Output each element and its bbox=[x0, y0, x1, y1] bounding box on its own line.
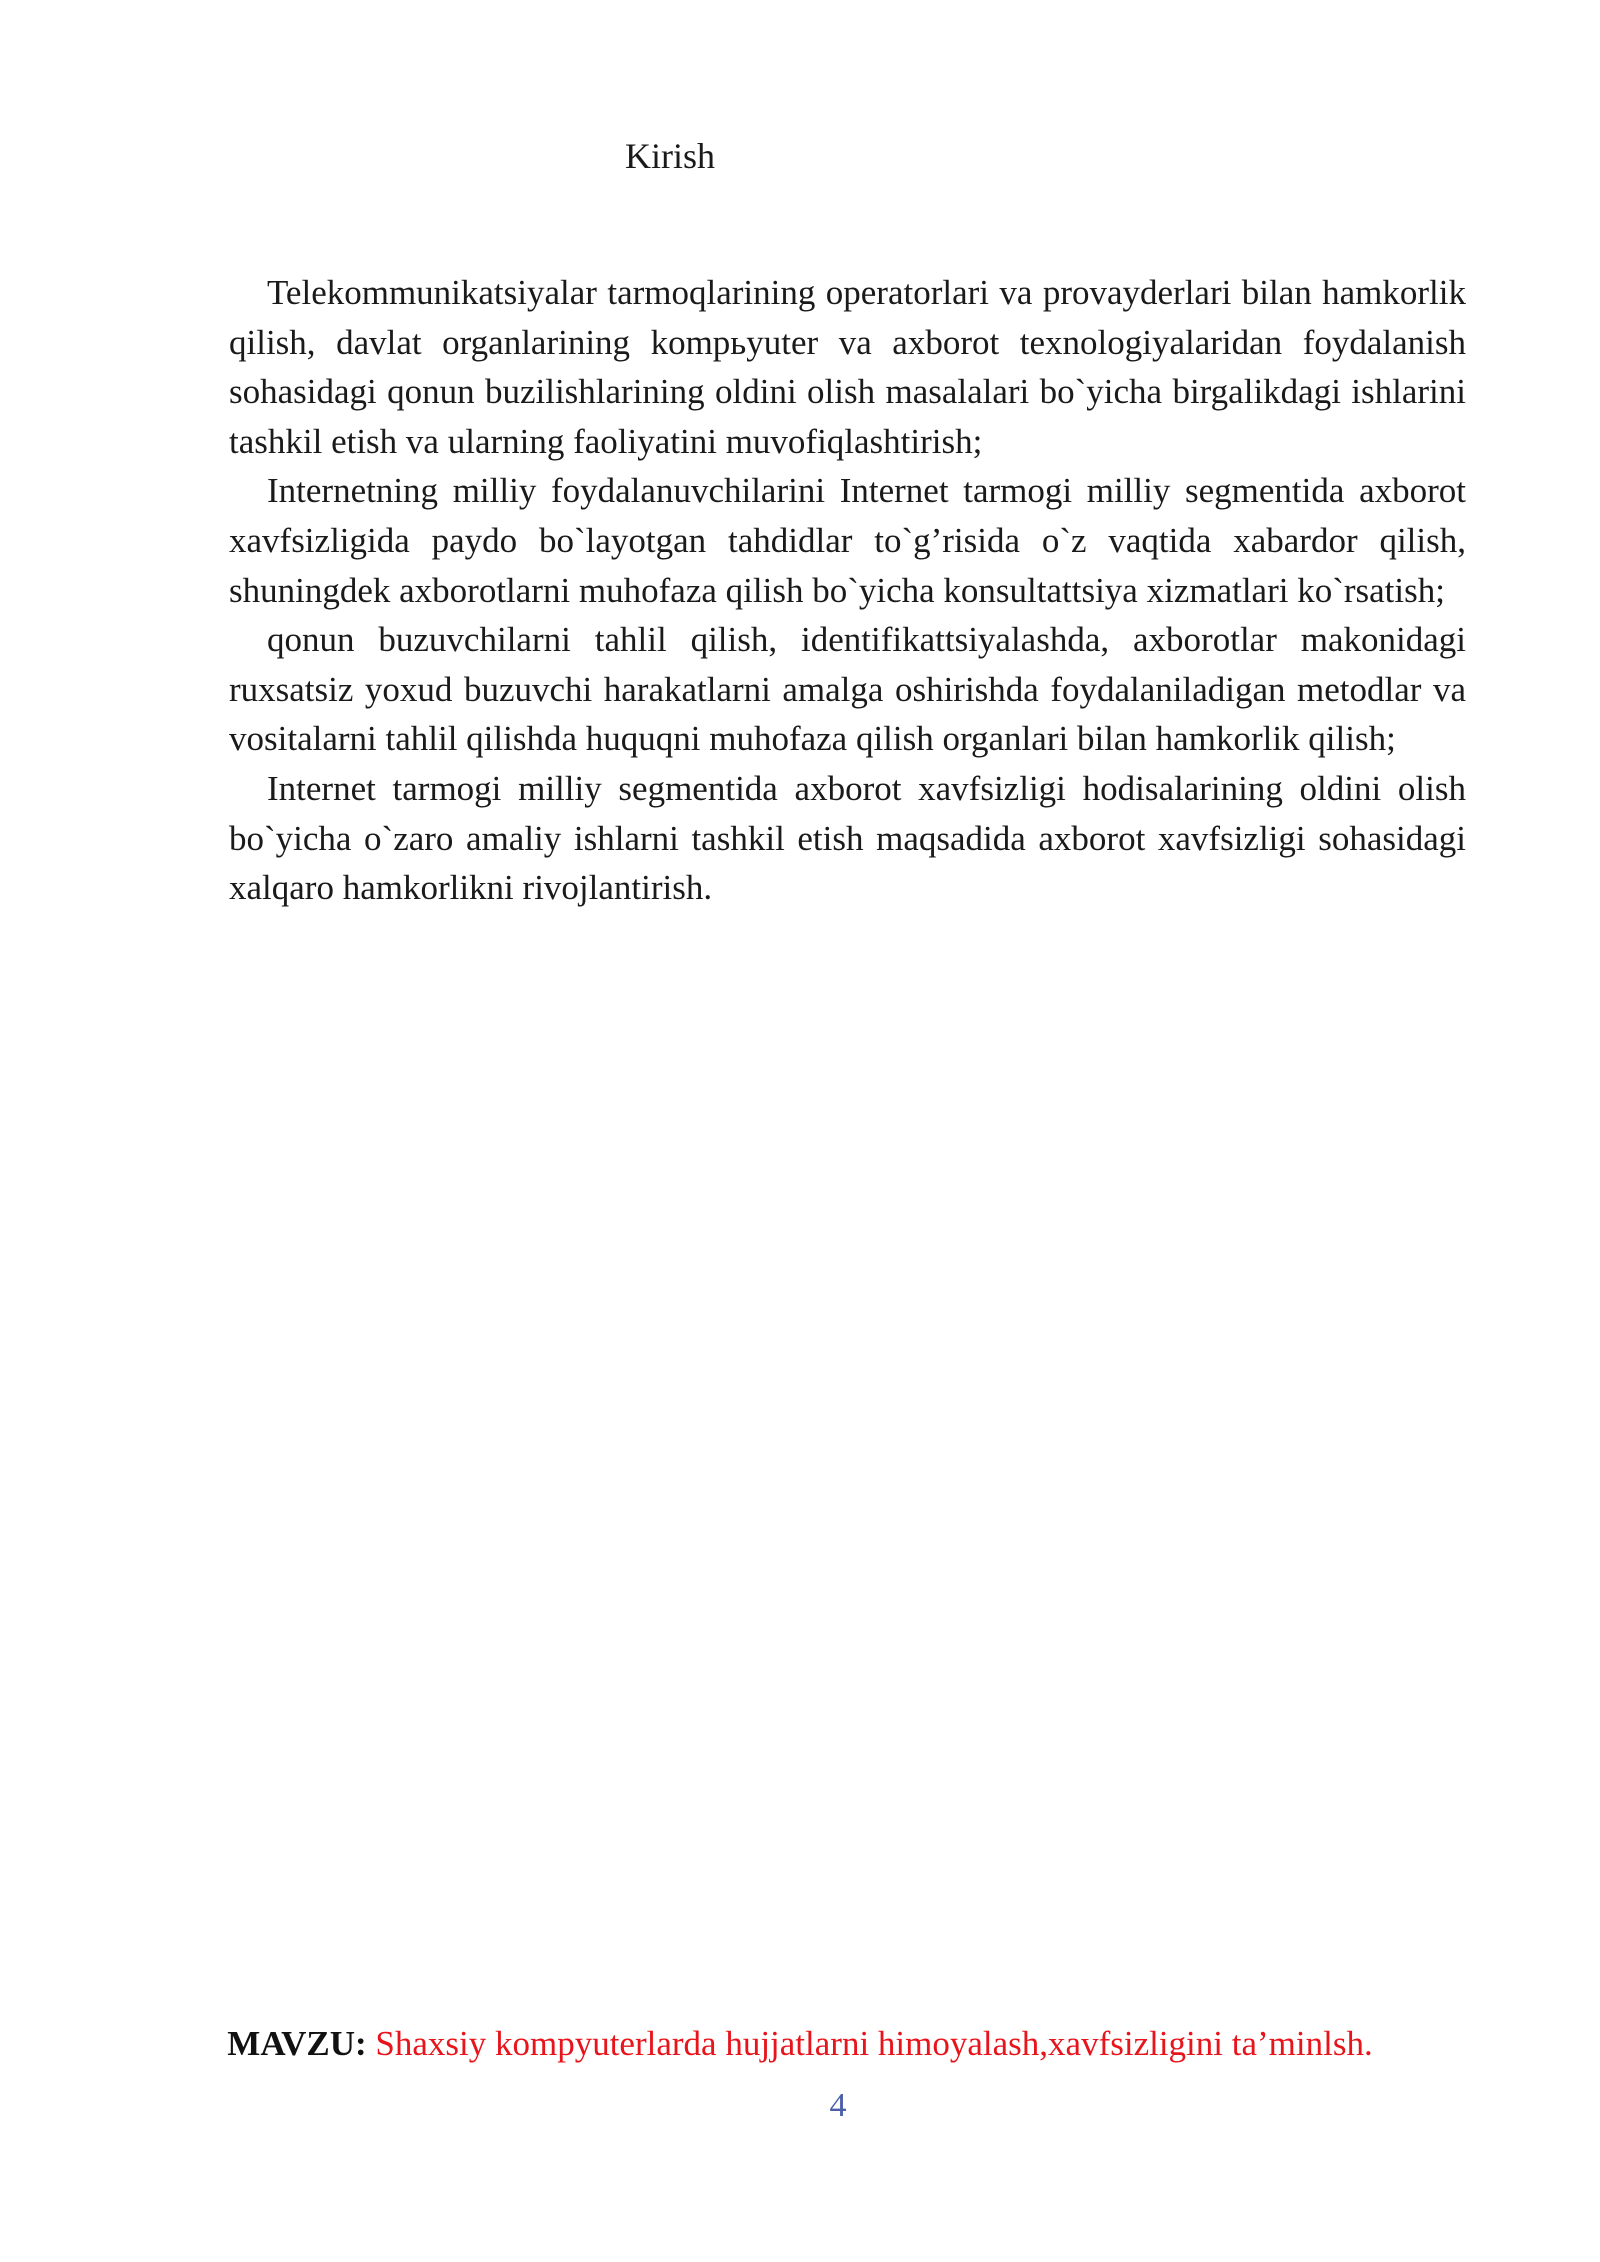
page-number: 4 bbox=[829, 2087, 847, 2124]
paragraph-4: Internet tarmogi milliy segmentida axborot xavfsizligi hodisalarining oldini olish bo`yicha o`zaro amaliy ishlarni tashkil etish maqsadida axborot xavfsizligi sohasidagi xalqaro hamkorlikni rivojlantirish. bbox=[229, 768, 1466, 908]
paragraph-3: qonun buzuvchilarni tahlil qilish, identifikattsiyalashda, axborotlar makonidagi ruxsatsiz yoxud buzuvchi harakatlarni amalga oshirishda foydalaniladigan metodlar va vositalarni tahlil qilishda huquqni muhofaza qilish organlari bilan hamkorlik qilish; bbox=[229, 620, 1466, 759]
footer-topic bbox=[0, 2020, 1600, 2068]
topic-text: Shaxsiy kompyuterlarda hujjatlarni himoyalash,xavfsizligini ta’minlsh. bbox=[366, 2024, 1373, 2063]
page-title: Kirish bbox=[625, 136, 715, 176]
paragraph-1: Telekommunikatsiyalar tarmoqlarining operatorlari va provayderlari bilan hamkorlik qilish, davlat organlarining kompьyuter va axborot texnologiyalaridan foydalanish sohasidagi qonun buzilishlarining oldini olish masalalari bo`yicha birgalikdagi ishlarini tashkil etish va ularning faoliyatini muvofiqlashtirish; bbox=[229, 273, 1466, 461]
paragraph-2: Internetning milliy foydalanuvchilarini Internet tarmogi milliy segmentida axborot xavfsizligida paydo bo`layotgan tahdidlar to`g’risida o`z vaqtida xabardor qilish, shuningdek axborotlarni muhofaza qilish bo`yicha konsultattsiya xizmatlari ko`rsatish; bbox=[229, 471, 1466, 610]
topic-label: MAVZU: bbox=[227, 2024, 367, 2063]
body-text bbox=[229, 268, 1466, 913]
